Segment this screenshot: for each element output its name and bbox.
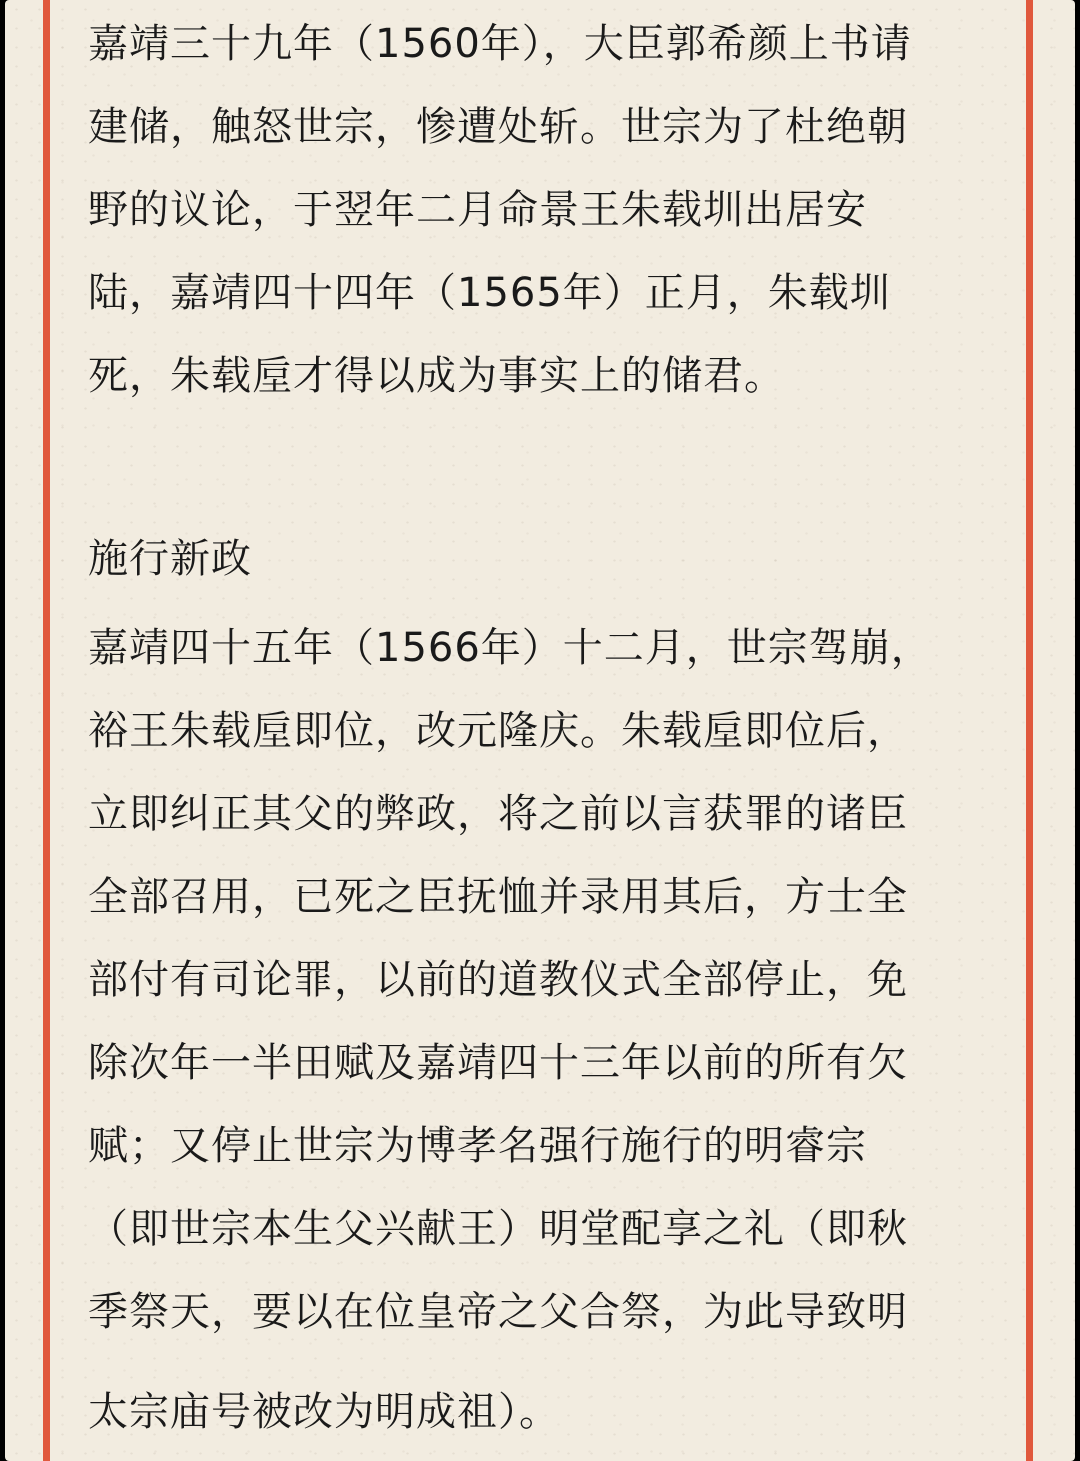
paragraph-2-line-4: 全部召用，已死之臣抚恤并录用其后，方士全 <box>88 874 908 920</box>
right-red-border-line <box>1026 0 1033 1461</box>
left-red-border-line <box>43 0 50 1461</box>
paragraph-1-line-2: 建储，触怒世宗，惨遭处斩。世宗为了杜绝朝 <box>88 104 908 150</box>
section-heading: 施行新政 <box>88 536 252 582</box>
paragraph-2-line-7: 赋；又停止世宗为博孝名强行施行的明睿宗 <box>88 1123 867 1169</box>
paragraph-2-line-9: 季祭天，要以在位皇帝之父合祭，为此导致明 <box>88 1289 908 1335</box>
paragraph-2-line-10: 太宗庙号被改为明成祖）。 <box>88 1389 560 1435</box>
paragraph-1-line-3: 野的议论，于翌年二月命景王朱载圳出居安 <box>88 187 867 233</box>
paragraph-2-line-3: 立即纠正其父的弊政，将之前以言获罪的诸臣 <box>88 791 908 837</box>
paragraph-1-line-5: 死，朱载垕才得以成为事实上的储君。 <box>88 353 785 399</box>
paragraph-2-line-6: 除次年一半田赋及嘉靖四十三年以前的所有欠 <box>88 1040 908 1086</box>
paragraph-2-line-8: （即世宗本生父兴献王）明堂配享之礼（即秋 <box>88 1206 908 1252</box>
paragraph-2-line-5: 部付有司论罪，以前的道教仪式全部停止，免 <box>88 957 908 1003</box>
paragraph-1-line-1: 嘉靖三十九年（1560年），大臣郭希颜上书请 <box>88 21 912 67</box>
paragraph-1-line-4: 陆，嘉靖四十四年（1565年）正月，朱载圳 <box>88 270 891 316</box>
paragraph-2-line-2: 裕王朱载垕即位，改元隆庆。朱载垕即位后， <box>88 708 908 754</box>
paragraph-2-line-1: 嘉靖四十五年（1566年）十二月，世宗驾崩， <box>88 625 932 671</box>
